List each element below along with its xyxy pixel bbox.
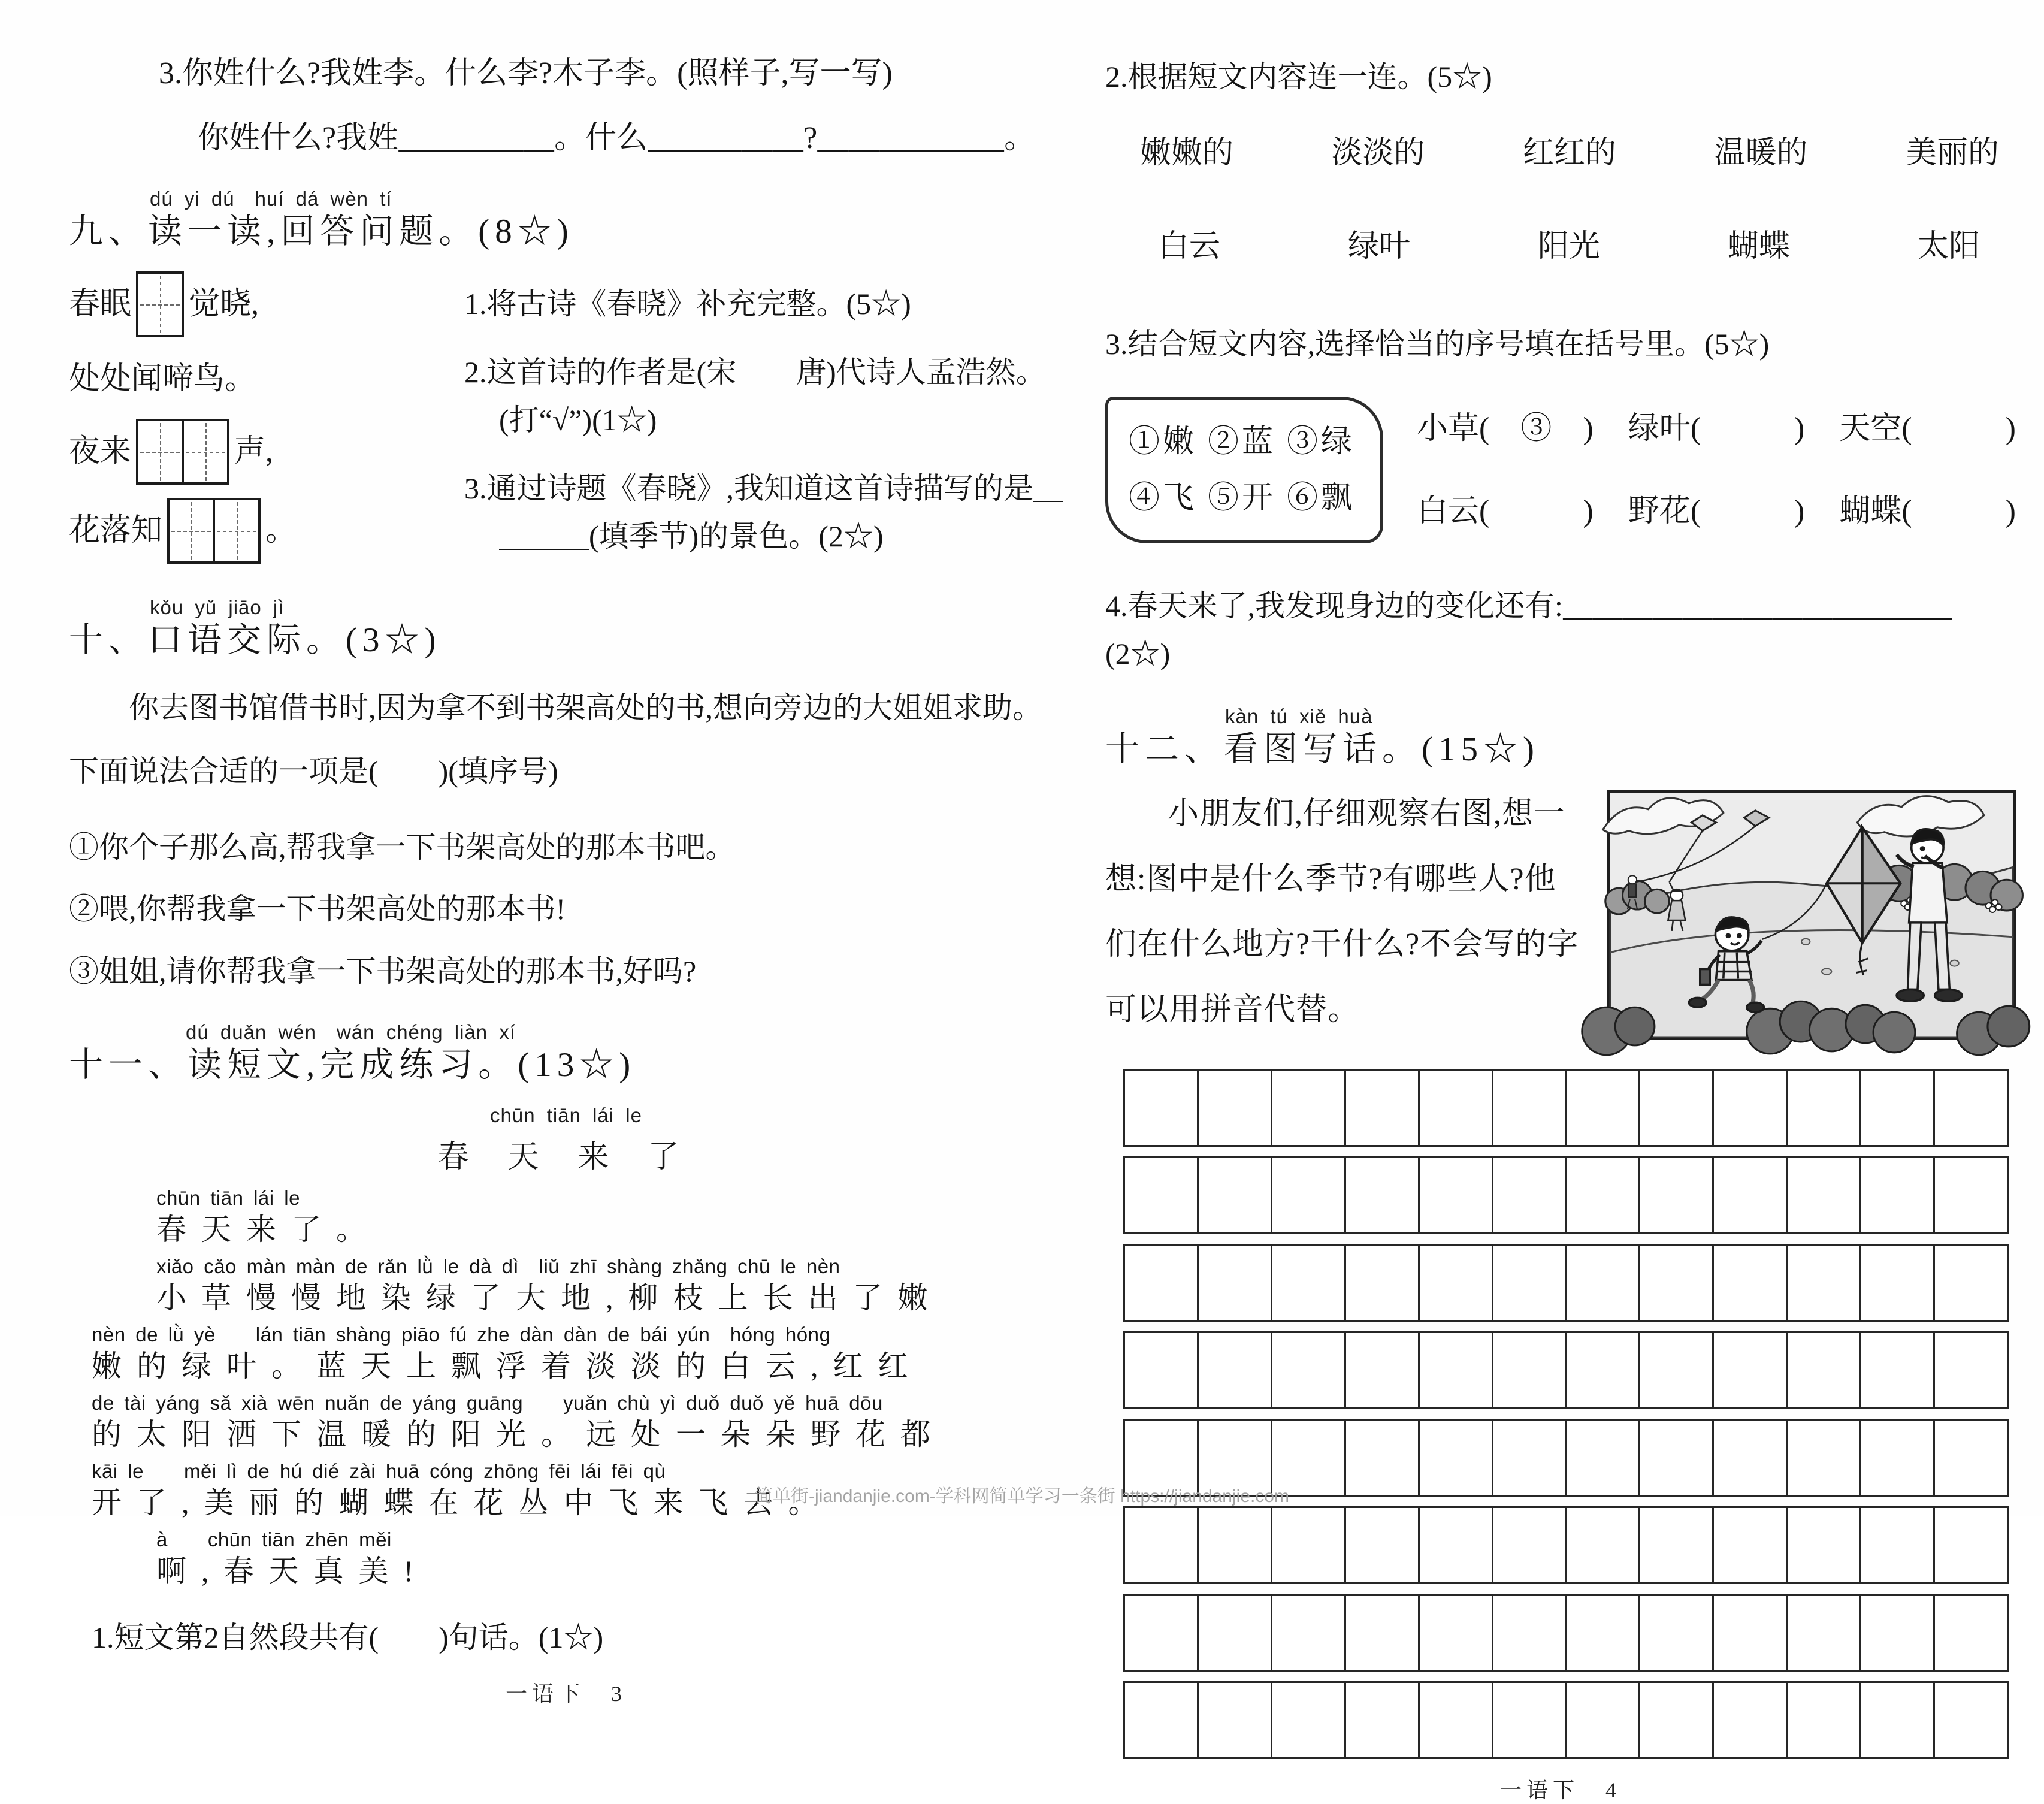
writing-grid-cell (1346, 1683, 1420, 1757)
match-word: 美丽的 (1905, 136, 1999, 170)
tianzige-writing-box (136, 271, 184, 337)
writing-grid-cell (1788, 1246, 1861, 1320)
writing-grid-cell (1125, 1246, 1199, 1320)
watermark: 简单街-jiandanjie.com-学科网简单学习一条街 https://jiandanjie.com (755, 1486, 1289, 1506)
writing-grid-cell (1640, 1071, 1714, 1145)
section9-body (69, 271, 1063, 564)
page-number-left: 一语下 3 (505, 1681, 627, 1706)
writing-grid-cell (1125, 1683, 1199, 1757)
writing-grid-cell (1272, 1683, 1346, 1757)
match-word: 红红的 (1522, 136, 1616, 170)
passage-pinyin: xiǎo cǎo màn màn de rǎn lǜ le dà dì liǔ zhī shàng zhǎng chū le nèn (156, 1255, 840, 1277)
fill-number-question-heading: 3.结合短文内容,选择恰当的序号填在括号里。(5☆) (1105, 327, 1770, 361)
match-question-heading: 2.根据短文内容连一连。(5☆) (1105, 60, 1492, 93)
writing-grid-row (1123, 1594, 2009, 1672)
writing-grid-cell (1714, 1508, 1788, 1582)
writing-grid-row (1123, 1069, 2009, 1147)
passage-line (92, 1256, 1063, 1313)
poem-text: 花落知 (69, 513, 163, 548)
writing-grid-cell (1493, 1158, 1567, 1232)
passage-line (92, 1393, 1063, 1449)
writing-grid-cell (1567, 1333, 1641, 1407)
poem-text: 声, (234, 434, 274, 469)
writing-grid-cell (1567, 1246, 1641, 1320)
writing-grid-cell (1640, 1246, 1714, 1320)
writing-grid-cell (1199, 1683, 1272, 1757)
passage-line (92, 1188, 1063, 1244)
writing-grid-cell (1199, 1246, 1272, 1320)
writing-grid-row (1123, 1506, 2009, 1584)
passage-line (92, 1325, 1063, 1381)
writing-grid (1123, 1069, 2009, 1759)
section12-pinyin: kàn tú xiě huà (1225, 705, 1373, 728)
choice-number-box (1105, 397, 1383, 543)
writing-grid-cell (1714, 1071, 1788, 1145)
kite-scene-svg (1610, 793, 2013, 1037)
writing-grid-cell (1272, 1596, 1346, 1670)
kite-flying-illustration (1607, 790, 2016, 1040)
match-word: 嫩嫩的 (1140, 136, 1234, 170)
poem-text: 。 (265, 513, 297, 548)
writing-grid-cell (1346, 1421, 1420, 1495)
writing-grid-cell (1788, 1596, 1861, 1670)
match-word: 蝴蝶 (1727, 229, 1790, 264)
writing-grid-cell (1420, 1246, 1493, 1320)
section10-pinyin: kǒu yǔ jiāo jì (150, 596, 285, 619)
section11-pinyin: dú duǎn wén wán chéng liàn xí (186, 1021, 516, 1044)
section9-question-2: 2.这首诗的作者是(宋 唐)代诗人孟浩然。(打“√”)(1☆) (464, 355, 1046, 437)
writing-grid-cell (1640, 1596, 1714, 1670)
writing-grid-cell (1346, 1071, 1420, 1145)
passage-pinyin: chūn tiān lái le (156, 1186, 300, 1209)
writing-grid-cell (1935, 1158, 2007, 1232)
writing-grid-cell (1420, 1683, 1493, 1757)
writing-grid-cell (1493, 1683, 1567, 1757)
writing-grid-cell (1493, 1596, 1567, 1670)
writing-grid-cell (1125, 1508, 1199, 1582)
section10-option-3: ③姐姐,请你帮我拿一下书架高处的那本书,好吗? (69, 954, 697, 988)
page-left (69, 42, 1063, 1708)
writing-grid-cell (1861, 1246, 1935, 1320)
writing-grid-cell (1567, 1158, 1641, 1232)
tianzige-writing-box (136, 419, 184, 485)
writing-grid-cell (1861, 1596, 1935, 1670)
poem-line-3 (69, 419, 452, 485)
surname-question-answer-line: 你姓什么?我姓＿＿＿＿＿。什么＿＿＿＿＿?＿＿＿＿＿＿。 (198, 121, 1036, 156)
writing-grid-cell (1714, 1158, 1788, 1232)
writing-grid-cell (1493, 1071, 1567, 1145)
poem-line-2 (69, 364, 452, 395)
writing-grid-cell (1788, 1333, 1861, 1407)
writing-box-group (136, 271, 184, 337)
poem-text: 觉晓, (189, 287, 259, 322)
writing-grid-cell (1125, 1071, 1199, 1145)
writing-grid-cell (1935, 1508, 2007, 1582)
writing-grid-cell (1420, 1333, 1493, 1407)
writing-grid-cell (1861, 1508, 1935, 1582)
writing-box-group (167, 498, 261, 564)
section11-question-1: 1.短文第2自然段共有( )句话。(1☆) (92, 1620, 604, 1654)
choice-box-line: ④飞 ⑤开 ⑥飘 (1129, 481, 1356, 515)
passage-hanzi: 啊,春天真美! (156, 1554, 429, 1588)
writing-grid-cell (1935, 1421, 2007, 1495)
passage-hanzi: 小草慢慢地染绿了大地,柳枝上长出了嫩 (156, 1280, 943, 1315)
writing-grid-cell (1640, 1158, 1714, 1232)
writing-grid-cell (1199, 1596, 1272, 1670)
writing-grid-cell (1788, 1508, 1861, 1582)
fill-item: 蝴蝶( ) (1839, 494, 2016, 528)
writing-grid-cell (1714, 1421, 1788, 1495)
writing-grid-cell (1420, 1508, 1493, 1582)
writing-grid-cell (1199, 1333, 1272, 1407)
tianzige-writing-box (167, 498, 215, 564)
writing-grid-cell (1199, 1071, 1272, 1145)
writing-grid-cell (1788, 1158, 1861, 1232)
writing-grid-cell (1861, 1071, 1935, 1145)
writing-grid-cell (1714, 1683, 1788, 1757)
match-word: 淡淡的 (1331, 136, 1425, 170)
page-number-right: 一语下 4 (1499, 1778, 1621, 1803)
writing-grid-row (1123, 1681, 2009, 1759)
page-right (1105, 42, 2016, 1804)
writing-grid-cell (1346, 1508, 1420, 1582)
fill-item: 小草( ③ ) (1417, 411, 1594, 446)
passage-hanzi: 开了,美丽的蝴蝶在花丛中飞来飞去。 (92, 1485, 833, 1519)
writing-grid-cell (1567, 1596, 1641, 1670)
match-word: 温暖的 (1714, 136, 1808, 170)
tianzige-writing-box (182, 419, 229, 485)
writing-grid-cell (1346, 1246, 1420, 1320)
writing-grid-cell (1493, 1246, 1567, 1320)
section9-questions (464, 275, 1063, 564)
writing-grid-cell (1935, 1596, 2007, 1670)
writing-grid-cell (1346, 1333, 1420, 1407)
match-words-row-top (1105, 138, 2016, 169)
writing-grid-cell (1199, 1158, 1272, 1232)
writing-grid-cell (1493, 1421, 1567, 1495)
writing-grid-cell (1861, 1158, 1935, 1232)
poem-line-1 (69, 271, 452, 337)
passage-hanzi: 的太阳洒下温暖的阳光。远处一朵朵野花都 (92, 1417, 945, 1451)
spring-changes-question: 4.春天来了,我发现身边的变化还有:＿＿＿＿＿＿＿＿＿＿＿＿＿(2☆) (1105, 589, 1952, 671)
writing-grid-cell (1493, 1333, 1567, 1407)
writing-grid-cell (1420, 1421, 1493, 1495)
writing-grid-cell (1935, 1683, 2007, 1757)
match-word: 白云 (1158, 229, 1221, 264)
section9-question-1: 1.将古诗《春晓》补充完整。(5☆) (464, 287, 911, 321)
passage-title: 春 天 来 了 (437, 1140, 695, 1174)
choice-box-line: ①嫩 ②蓝 ③绿 (1129, 425, 1356, 459)
writing-grid-cell (1199, 1508, 1272, 1582)
writing-grid-cell (1714, 1596, 1788, 1670)
writing-grid-cell (1640, 1421, 1714, 1495)
writing-grid-cell (1935, 1333, 2007, 1407)
picture-writing-instructions: 小朋友们,仔细观察右图,想一想:图中是什么季节?有哪些人?他们在什么地方?干什么?不会写的字可以用拼音代替。 (1105, 796, 1579, 1028)
writing-grid-cell (1640, 1508, 1714, 1582)
writing-box-group (136, 419, 229, 485)
writing-grid-cell (1788, 1683, 1861, 1757)
writing-grid-cell (1861, 1421, 1935, 1495)
writing-grid-cell (1788, 1421, 1861, 1495)
section9-pinyin: dú yi dú huí dá wèn tí (150, 187, 392, 210)
writing-grid-row (1123, 1156, 2009, 1234)
passage-hanzi: 嫩的绿叶。蓝天上飘浮着淡淡的白云,红红 (92, 1349, 923, 1383)
writing-grid-cell (1861, 1683, 1935, 1757)
fill-item: 天空( ) (1839, 411, 2016, 446)
match-word: 太阳 (1917, 229, 1980, 264)
passage-title-block (69, 1105, 1063, 1176)
passage-pinyin: à chūn tiān zhēn měi (156, 1528, 392, 1551)
surname-question-prompt: 3.你姓什么?我姓李。什么李?木子李。(照样子,写一写) (159, 56, 893, 90)
match-words-row-bottom (1105, 231, 2016, 262)
reading-passage (92, 1188, 1063, 1586)
writing-grid-cell (1125, 1158, 1199, 1232)
writing-grid-cell (1567, 1421, 1641, 1495)
writing-grid-cell (1272, 1246, 1346, 1320)
passage-title-pinyin: chūn tiān lái le (490, 1104, 642, 1126)
writing-grid-cell (1640, 1333, 1714, 1407)
writing-grid-cell (1567, 1508, 1641, 1582)
fill-item: 绿叶( ) (1628, 411, 1805, 446)
writing-grid-cell (1420, 1158, 1493, 1232)
writing-grid-cell (1788, 1071, 1861, 1145)
section11-heading: 十一、读短文,完成练习。(13☆) (69, 1046, 636, 1084)
writing-grid-cell (1272, 1333, 1346, 1407)
tianzige-writing-box (213, 498, 261, 564)
fill-number-question-body (1105, 397, 2016, 543)
writing-grid-cell (1272, 1071, 1346, 1145)
fill-item: 野花( ) (1628, 494, 1805, 528)
writing-grid-cell (1125, 1333, 1199, 1407)
writing-grid-cell (1420, 1071, 1493, 1145)
writing-grid-cell (1861, 1333, 1935, 1407)
fill-items (1417, 413, 2016, 527)
section10-option-1: ①你个子那么高,帮我拿一下书架高处的那本书吧。 (69, 830, 736, 864)
passage-line (92, 1530, 1063, 1586)
writing-grid-cell (1272, 1158, 1346, 1232)
writing-grid-cell (1125, 1596, 1199, 1670)
section9-question-3: 3.通过诗题《春晓》,我知道这首诗描写的是＿＿＿＿(填季节)的景色。(2☆) (464, 472, 1063, 554)
writing-grid-row (1123, 1331, 2009, 1409)
writing-grid-cell (1567, 1683, 1641, 1757)
writing-grid-cell (1346, 1158, 1420, 1232)
writing-grid-row (1123, 1244, 2009, 1322)
writing-grid-cell (1714, 1246, 1788, 1320)
section10-option-2: ②喂,你帮我拿一下书架高处的那本书! (69, 892, 566, 926)
passage-pinyin: de tài yáng sǎ xià wēn nuǎn de yáng guāng yuǎn chù yì duǒ duǒ yě huā dōu (92, 1391, 883, 1414)
writing-grid-cell (1272, 1508, 1346, 1582)
poem-chunxiao (69, 271, 452, 564)
passage-pinyin: nèn de lǜ yè lán tiān shàng piāo fú zhe dàn dàn de bái yún hóng hóng (92, 1323, 831, 1346)
writing-grid-cell (1346, 1596, 1420, 1670)
fill-item: 白云( ) (1417, 494, 1594, 528)
section12-heading: 十二、看图写话。(15☆) (1105, 730, 1540, 769)
passage-hanzi: 春天来了。 (156, 1212, 381, 1246)
poem-text: 处处闻啼鸟。 (69, 362, 256, 397)
match-word: 绿叶 (1347, 229, 1410, 264)
writing-grid-cell (1714, 1333, 1788, 1407)
section10-paragraph: 你去图书馆借书时,因为拿不到书架高处的书,想向旁边的大姐姐求助。下面说法合适的一项是( )(填序号) (69, 690, 1042, 788)
writing-grid-cell (1935, 1071, 2007, 1145)
poem-text: 夜来 (69, 434, 132, 469)
poem-text: 春眠 (69, 287, 132, 322)
passage-pinyin: kāi le měi lì de hú dié zài huā cóng zhōng fēi lái fēi qù (92, 1459, 666, 1482)
poem-line-4 (69, 498, 452, 564)
writing-grid-cell (1567, 1071, 1641, 1145)
match-word: 阳光 (1537, 229, 1600, 264)
writing-grid-cell (1935, 1246, 2007, 1320)
section9-heading: 九、读一读,回答问题。(8☆) (69, 212, 574, 250)
writing-grid-cell (1420, 1596, 1493, 1670)
section12-body (1105, 781, 2016, 1043)
section10-heading: 十、口语交际。(3☆) (69, 621, 442, 660)
writing-grid-cell (1493, 1508, 1567, 1582)
writing-grid-cell (1640, 1683, 1714, 1757)
